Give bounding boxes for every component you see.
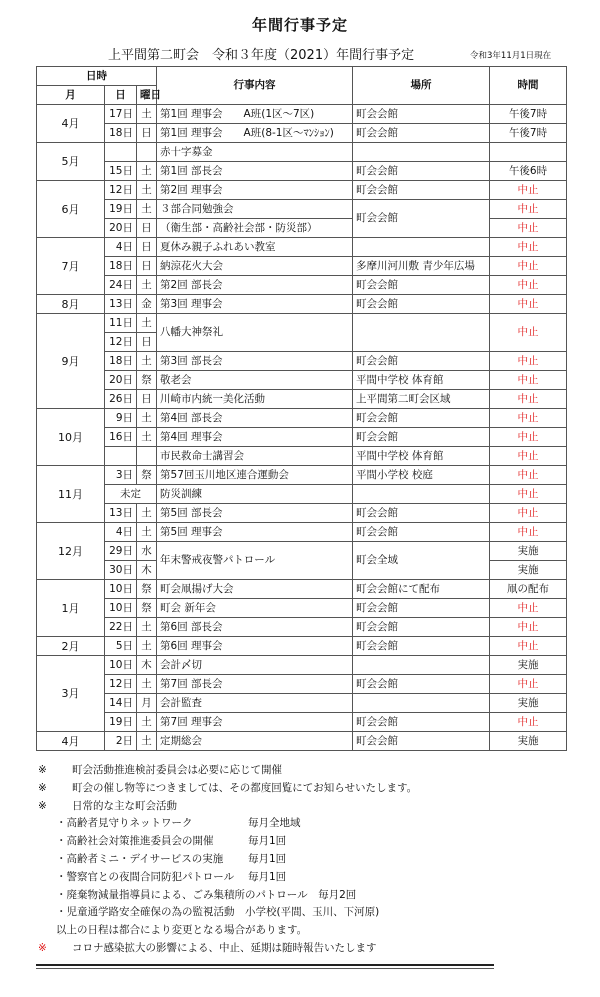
place-cell xyxy=(353,656,490,675)
time-cell: 中止 xyxy=(490,637,567,656)
month-cell: 12月 xyxy=(37,523,105,580)
time-cell: 中止 xyxy=(490,181,567,200)
place-cell: 町会会館 xyxy=(353,675,490,694)
day-cell: 15日 xyxy=(105,162,137,181)
time-cell: 中止 xyxy=(490,314,567,352)
day-cell: 11日 xyxy=(105,314,137,333)
table-row xyxy=(37,105,567,124)
weekday-cell xyxy=(137,143,157,162)
note-line xyxy=(38,762,578,780)
place-cell: 町会会館 xyxy=(353,713,490,732)
weekday-cell: 土 xyxy=(137,314,157,333)
time-cell: 実施 xyxy=(490,732,567,751)
weekday-cell: 日 xyxy=(137,333,157,352)
event-cell: （衛生部・高齢社会部・防災部） xyxy=(157,219,353,238)
month-cell: 2月 xyxy=(37,637,105,656)
day-cell: 10日 xyxy=(105,580,137,599)
time-cell: 中止 xyxy=(490,428,567,447)
day-cell: 12日 xyxy=(105,675,137,694)
day-cell: 13日 xyxy=(105,295,137,314)
weekday-cell: 土 xyxy=(137,637,157,656)
event-cell: 赤十字募金 xyxy=(157,143,353,162)
activity-frequency: 毎月全地域 xyxy=(248,817,301,830)
event-cell: 川崎市内統一美化活動 xyxy=(157,390,353,409)
time-cell: 中止 xyxy=(490,523,567,542)
day-cell: 10日 xyxy=(105,599,137,618)
place-cell xyxy=(353,694,490,713)
day-cell xyxy=(105,143,137,162)
weekday-cell: 土 xyxy=(137,105,157,124)
table-row xyxy=(37,580,567,599)
month-cell: 11月 xyxy=(37,466,105,523)
day-cell: 12日 xyxy=(105,333,137,352)
place-cell: 町会全域 xyxy=(353,542,490,580)
place-cell: 多摩川河川敷 青少年広場 xyxy=(353,257,490,276)
day-cell: 18日 xyxy=(105,124,137,143)
place-cell: 平間中学校 体育館 xyxy=(353,371,490,390)
event-cell: 第6回 部長会 xyxy=(157,618,353,637)
as-of-date: 令和3年11月1日現在 xyxy=(470,51,552,61)
weekday-cell: 日 xyxy=(137,124,157,143)
weekday-cell: 金 xyxy=(137,295,157,314)
day-cell: 18日 xyxy=(105,257,137,276)
table-row xyxy=(37,447,567,466)
weekday-cell: 土 xyxy=(137,675,157,694)
day-cell: 3日 xyxy=(105,466,137,485)
place-cell: 町会会館 xyxy=(353,295,490,314)
place-cell: 町会会館 xyxy=(353,599,490,618)
day-cell: 14日 xyxy=(105,694,137,713)
place-cell: 町会会館 xyxy=(353,105,490,124)
time-cell: 中止 xyxy=(490,352,567,371)
table-row xyxy=(37,599,567,618)
day-cell: 9日 xyxy=(105,409,137,428)
event-cell: 夏休み親子ふれあい教室 xyxy=(157,238,353,257)
event-cell: 第7回 部長会 xyxy=(157,675,353,694)
time-cell: 中止 xyxy=(490,409,567,428)
time-cell: 実施 xyxy=(490,542,567,561)
activity-item xyxy=(38,869,578,887)
table-row xyxy=(37,276,567,295)
event-cell: 敬老会 xyxy=(157,371,353,390)
weekday-cell: 土 xyxy=(137,713,157,732)
header-day: 日 xyxy=(105,86,137,105)
activity-frequency: 小学校(平間、玉川、下河原) xyxy=(245,906,380,919)
schedule-table xyxy=(36,66,567,751)
time-cell: 中止 xyxy=(490,257,567,276)
time-cell: 中止 xyxy=(490,200,567,219)
time-cell: 中止 xyxy=(490,238,567,257)
event-cell: 八幡大神祭礼 xyxy=(157,314,353,352)
place-cell: 町会会館 xyxy=(353,409,490,428)
event-cell: 第4回 理事会 xyxy=(157,428,353,447)
event-cell: 第3回 部長会 xyxy=(157,352,353,371)
header-place: 場所 xyxy=(353,67,490,105)
weekday-cell: 土 xyxy=(137,428,157,447)
day-cell: 26日 xyxy=(105,390,137,409)
month-cell: 9月 xyxy=(37,314,105,409)
table-row xyxy=(37,618,567,637)
place-cell: 町会会館 xyxy=(353,618,490,637)
page-title: 年間行事予定 xyxy=(251,16,348,34)
day-cell: 17日 xyxy=(105,105,137,124)
note-line xyxy=(38,798,578,816)
place-cell: 町会会館 xyxy=(353,200,490,238)
event-cell: 第2回 部長会 xyxy=(157,276,353,295)
activity-item xyxy=(38,904,578,922)
header-time: 時間 xyxy=(490,67,567,105)
weekday-cell: 祭 xyxy=(137,371,157,390)
day-cell: 2日 xyxy=(105,732,137,751)
table-row xyxy=(37,162,567,181)
weekday-cell: 月 xyxy=(137,694,157,713)
day-cell: 5日 xyxy=(105,637,137,656)
event-cell: 第1回 理事会 A班(8-1区〜ﾏﾝｼｮﾝ) xyxy=(157,124,353,143)
event-cell: 第1回 部長会 xyxy=(157,162,353,181)
event-cell: 第6回 理事会 xyxy=(157,637,353,656)
place-cell: 町会会館 xyxy=(353,124,490,143)
time-cell: 中止 xyxy=(490,675,567,694)
day-cell: 19日 xyxy=(105,713,137,732)
activity-item xyxy=(38,887,578,905)
table-row xyxy=(37,675,567,694)
table-row xyxy=(37,466,567,485)
table-row xyxy=(37,352,567,371)
time-cell: 午後7時 xyxy=(490,105,567,124)
time-cell: 中止 xyxy=(490,276,567,295)
weekday-cell: 祭 xyxy=(137,599,157,618)
time-cell: 実施 xyxy=(490,694,567,713)
time-cell: 中止 xyxy=(490,371,567,390)
day-cell: 12日 xyxy=(105,181,137,200)
activity-item xyxy=(38,833,578,851)
event-cell: 納涼花火大会 xyxy=(157,257,353,276)
activity-name: ・高齢者見守りネットワーク xyxy=(56,817,193,830)
day-cell: 29日 xyxy=(105,542,137,561)
place-cell: 町会会館 xyxy=(353,352,490,371)
table-row xyxy=(37,542,567,561)
place-cell: 平間小学校 校庭 xyxy=(353,466,490,485)
activity-item xyxy=(38,851,578,869)
note-text: 町会の催し物等につきましては、その都度回覧にてお知らせいたします。 xyxy=(72,781,418,794)
weekday-cell: 土 xyxy=(137,352,157,371)
event-cell: 第5回 理事会 xyxy=(157,523,353,542)
divider xyxy=(36,964,494,966)
place-cell: 町会会館 xyxy=(353,523,490,542)
table-row xyxy=(37,314,567,333)
day-cell: 30日 xyxy=(105,561,137,580)
weekday-cell: 日 xyxy=(137,257,157,276)
day-cell: 22日 xyxy=(105,618,137,637)
day-cell xyxy=(105,447,137,466)
weekday-cell: 祭 xyxy=(137,580,157,599)
month-cell: 6月 xyxy=(37,181,105,238)
event-cell: 第5回 部長会 xyxy=(157,504,353,523)
event-cell: 第3回 理事会 xyxy=(157,295,353,314)
event-cell: 会計〆切 xyxy=(157,656,353,675)
month-cell: 3月 xyxy=(37,656,105,732)
table-row xyxy=(37,390,567,409)
month-cell: 1月 xyxy=(37,580,105,637)
notes-section xyxy=(38,762,578,958)
day-cell: 未定 xyxy=(105,485,157,504)
weekday-cell: 土 xyxy=(137,732,157,751)
weekday-cell: 木 xyxy=(137,656,157,675)
day-cell: 20日 xyxy=(105,371,137,390)
table-row xyxy=(37,637,567,656)
weekday-cell: 土 xyxy=(137,523,157,542)
day-cell: 19日 xyxy=(105,200,137,219)
event-cell: 防災訓練 xyxy=(157,485,353,504)
event-cell: 市民救命士講習会 xyxy=(157,447,353,466)
table-row xyxy=(37,181,567,200)
place-cell: 町会会館 xyxy=(353,732,490,751)
table-row xyxy=(37,485,567,504)
note-mark: ※ xyxy=(38,764,47,776)
day-cell: 10日 xyxy=(105,656,137,675)
event-cell: 第4回 部長会 xyxy=(157,409,353,428)
activity-frequency: 毎月2回 xyxy=(318,888,357,901)
table-row xyxy=(37,238,567,257)
event-cell: 定期総会 xyxy=(157,732,353,751)
event-cell: 第2回 理事会 xyxy=(157,181,353,200)
month-cell: 8月 xyxy=(37,295,105,314)
table-row xyxy=(37,713,567,732)
table-row xyxy=(37,295,567,314)
time-cell: 午後7時 xyxy=(490,124,567,143)
month-cell: 4月 xyxy=(37,732,105,751)
note-line xyxy=(38,780,578,798)
weekday-cell: 土 xyxy=(137,618,157,637)
table-row xyxy=(37,504,567,523)
note-mark: ※ xyxy=(38,781,47,794)
weekday-cell: 土 xyxy=(137,409,157,428)
event-cell: ３部合同勉強会 xyxy=(157,200,353,219)
header-weekday: 曜日 xyxy=(137,86,157,105)
month-cell: 10月 xyxy=(37,409,105,466)
time-cell: 中止 xyxy=(490,618,567,637)
time-cell: 実施 xyxy=(490,656,567,675)
time-cell: 凧の配布 xyxy=(490,580,567,599)
weekday-cell: 日 xyxy=(137,390,157,409)
place-cell xyxy=(353,238,490,257)
weekday-cell: 土 xyxy=(137,276,157,295)
place-cell: 町会会館 xyxy=(353,181,490,200)
activity-name: ・警察官との夜間合同防犯パトロール xyxy=(56,870,235,883)
table-row xyxy=(37,732,567,751)
day-cell: 20日 xyxy=(105,219,137,238)
table-row xyxy=(37,694,567,713)
table-row xyxy=(37,428,567,447)
month-cell: 4月 xyxy=(37,105,105,143)
day-cell: 13日 xyxy=(105,504,137,523)
month-cell: 5月 xyxy=(37,143,105,181)
place-cell: 町会会館 xyxy=(353,504,490,523)
month-cell: 7月 xyxy=(37,238,105,295)
table-row xyxy=(37,124,567,143)
weekday-cell: 祭 xyxy=(137,466,157,485)
place-cell xyxy=(353,143,490,162)
day-cell: 24日 xyxy=(105,276,137,295)
event-cell: 第1回 理事会 A班(1区〜7区) xyxy=(157,105,353,124)
time-cell: 午後6時 xyxy=(490,162,567,181)
table-row xyxy=(37,656,567,675)
time-cell: 中止 xyxy=(490,504,567,523)
activity-frequency: 毎月1回 xyxy=(248,870,287,883)
note-line xyxy=(38,940,578,958)
activity-frequency: 毎月1回 xyxy=(248,835,287,848)
table-row xyxy=(37,143,567,162)
header-month: 月 xyxy=(37,86,105,105)
place-cell: 町会会館 xyxy=(353,276,490,295)
time-cell: 実施 xyxy=(490,561,567,580)
weekday-cell: 水 xyxy=(137,542,157,561)
activity-name: ・高齢社会対策推進委員会の開催 xyxy=(56,835,214,848)
header-datetime: 日時 xyxy=(37,67,157,86)
event-cell: 年末警戒夜警パトロール xyxy=(157,542,353,580)
note-text: 町会活動推進検討委員会は必要に応じて開催 xyxy=(72,764,282,776)
weekday-cell: 土 xyxy=(137,181,157,200)
place-cell: 町会会館 xyxy=(353,428,490,447)
table-row xyxy=(37,200,567,219)
weekday-cell xyxy=(137,447,157,466)
time-cell: 中止 xyxy=(490,390,567,409)
table-row xyxy=(37,257,567,276)
time-cell: 中止 xyxy=(490,599,567,618)
activity-name: ・高齢者ミニ・デイサービスの実施 xyxy=(56,852,224,865)
time-cell: 中止 xyxy=(490,295,567,314)
weekday-cell: 日 xyxy=(137,238,157,257)
weekday-cell: 木 xyxy=(137,561,157,580)
weekday-cell: 土 xyxy=(137,504,157,523)
event-cell: 町会凧揚げ大会 xyxy=(157,580,353,599)
place-cell: 町会会館 xyxy=(353,162,490,181)
place-cell: 平間中学校 体育館 xyxy=(353,447,490,466)
divider xyxy=(36,968,494,969)
table-row xyxy=(37,371,567,390)
header-event: 行事内容 xyxy=(157,67,353,105)
event-cell: 第7回 理事会 xyxy=(157,713,353,732)
table-row xyxy=(37,409,567,428)
corona-notice: コロナ感染拡大の影響による、中止、延期は随時報告いたします xyxy=(72,941,377,954)
place-cell: 町会会館 xyxy=(353,637,490,656)
time-cell: 中止 xyxy=(490,219,567,238)
place-cell: 町会会館にて配布 xyxy=(353,580,490,599)
day-cell: 4日 xyxy=(105,523,137,542)
header-row xyxy=(37,67,567,86)
time-cell: 中止 xyxy=(490,713,567,732)
note-mark-red: ※ xyxy=(38,941,47,954)
weekday-cell: 土 xyxy=(137,200,157,219)
time-cell: 中止 xyxy=(490,466,567,485)
place-cell: 上平間第二町会区域 xyxy=(353,390,490,409)
change-notice: 以上の日程は都合により変更となる場合があります。 xyxy=(56,924,308,937)
day-cell: 4日 xyxy=(105,238,137,257)
page-subtitle: 上平間第二町会 令和３年度（2021）年間行事予定 xyxy=(108,48,415,63)
time-cell xyxy=(490,143,567,162)
note-text: 日常的な主な町会活動 xyxy=(72,799,177,812)
time-cell: 中止 xyxy=(490,447,567,466)
activity-frequency: 毎月1回 xyxy=(248,852,287,865)
day-cell: 16日 xyxy=(105,428,137,447)
day-cell: 18日 xyxy=(105,352,137,371)
event-cell: 第57回玉川地区連合運動会 xyxy=(157,466,353,485)
note-mark: ※ xyxy=(38,799,47,812)
activity-item xyxy=(38,815,578,833)
place-cell xyxy=(353,485,490,504)
event-cell: 会計監査 xyxy=(157,694,353,713)
time-cell: 中止 xyxy=(490,485,567,504)
table-row xyxy=(37,523,567,542)
place-cell xyxy=(353,314,490,352)
activity-name: ・廃棄物減量指導員による、ごみ集積所のパトロール xyxy=(56,888,308,901)
weekday-cell: 日 xyxy=(137,219,157,238)
activity-name: ・児童通学路安全確保の為の監視活動 xyxy=(56,906,235,919)
event-cell: 町会 新年会 xyxy=(157,599,353,618)
weekday-cell: 土 xyxy=(137,162,157,181)
